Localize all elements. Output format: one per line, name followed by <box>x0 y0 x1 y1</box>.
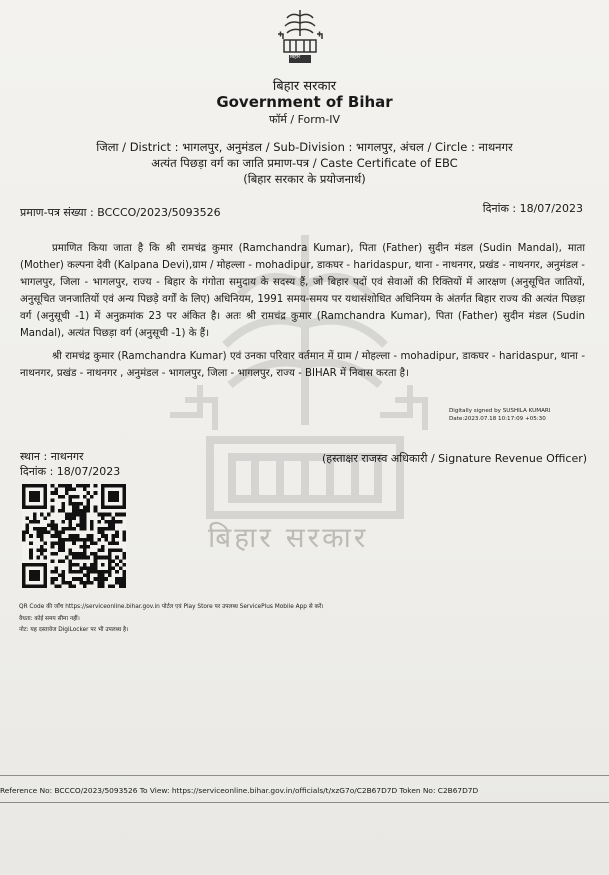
caste-line: अत्यंत पिछड़ा वर्ग का जाति प्रमाण-पत्र / Caste Certificate of EBC <box>151 156 458 170</box>
footer-divider-top <box>0 775 609 776</box>
digital-signature <box>449 407 589 423</box>
district-line: जिला / District : भागलपुर, अनुमंडल / Sub-Division : भागलपुर, अंचल / Circle : नाथनगर <box>96 140 513 154</box>
footer-divider-bottom <box>0 802 609 803</box>
qr-verify-note: QR Code की जाँच https://serviceonline.bihar.gov.in पोर्टल एवं Play Store पर उपलब्ध ServicePlus Mobile App से करें। <box>19 604 324 610</box>
certificate-date: दिनांक : 18/07/2023 <box>482 202 583 215</box>
validity-note: वैधता: कोई समय सीमा नहीं। <box>19 616 80 622</box>
watermark-text: बिहार सरकार <box>208 521 369 554</box>
emblem-caption: बिहार <box>290 54 301 60</box>
place-label: स्थान : नाथनगर <box>20 450 84 463</box>
certificate-paragraph-1: प्रमाणित किया जाता है कि श्री रामचंद्र कुमार (Ramchandra Kumar), पिता (Father) सुदीन मंडल (Sudin Mandal), माता (Mother) कल्पना देवी (Kalpana Devi),ग्राम / मोहल्ला - mohadipur, डाकघर - haridaspur, थाना - नाथनगर, प्रखंड - नाथनगर, अनुमंडल - भागलपुर, जिला - भागलपुर, राज्य - बिहार के गंगोता समुदाय के सदस्य हैं, जो बिहार पदों एवं सेवाओं की रिक्तियों में आरक्षण (अनुसूचित जातियों, अनुसूचित जनजातियों एवं अन्य पिछड़े वर्गों के लिए) अधिनियम, 1991 समय-समय पर यथासंशोधित अधिनियम के अंतर्गत बिहार राज्य की अत्यंत पिछड़ा वर्ग (अनुसूची -1) में अनुक्रमांक 23 पर अंकित है। अतः श्री रामचंद्र कुमार (Ramchandra Kumar), पिता (Father) सुदीन मंडल (Sudin Mandal), अत्यंत पिछड़ा वर्ग (अनुसूची -1) के हैं। <box>20 243 585 339</box>
footer-reference: Reference No: BCCCO/2023/5093526 To View: https://serviceonline.bihar.gov.in/officials/t/xzG7o/C2B67D7D Token No: C2B67D7D <box>0 786 479 795</box>
certificate-paragraph-2: श्री रामचंद्र कुमार (Ramchandra Kumar) एवं उनका परिवार वर्तमान में ग्राम / मोहल्ला - mohadipur, डाकघर - haridaspur, थाना - नाथनगर, प्रखंड - नाथनगर , अनुमंडल - भागलपुर, जिला - भागलपुर, राज्य - BIHAR में निवास करता है। <box>20 351 585 379</box>
page-title: Government of Bihar <box>216 93 393 111</box>
digilocker-note: नोट: यह दस्तावेज DigiLocker पर भी उपलब्ध है। <box>19 627 129 633</box>
hindi-title: बिहार सरकार <box>272 79 337 94</box>
issue-date: दिनांक : 18/07/2023 <box>20 465 121 478</box>
qr-code-icon[interactable] <box>22 484 126 588</box>
digital-signature-date: Date:2023.07.18 10:17:09 +05:30 <box>449 416 546 422</box>
purpose-line: (बिहार सरकार के प्रयोजनार्थ) <box>243 172 366 186</box>
signature-label: (हस्ताक्षर राजस्व अधिकारी / Signature Revenue Officer) <box>322 452 588 465</box>
form-label: फॉर्म / Form-IV <box>268 113 341 126</box>
certificate-number: प्रमाण-पत्र संख्या : BCCCO/2023/5093526 <box>20 206 221 219</box>
digital-signature-by: Digitally signed by SUSHILA KUMARI <box>449 408 551 414</box>
